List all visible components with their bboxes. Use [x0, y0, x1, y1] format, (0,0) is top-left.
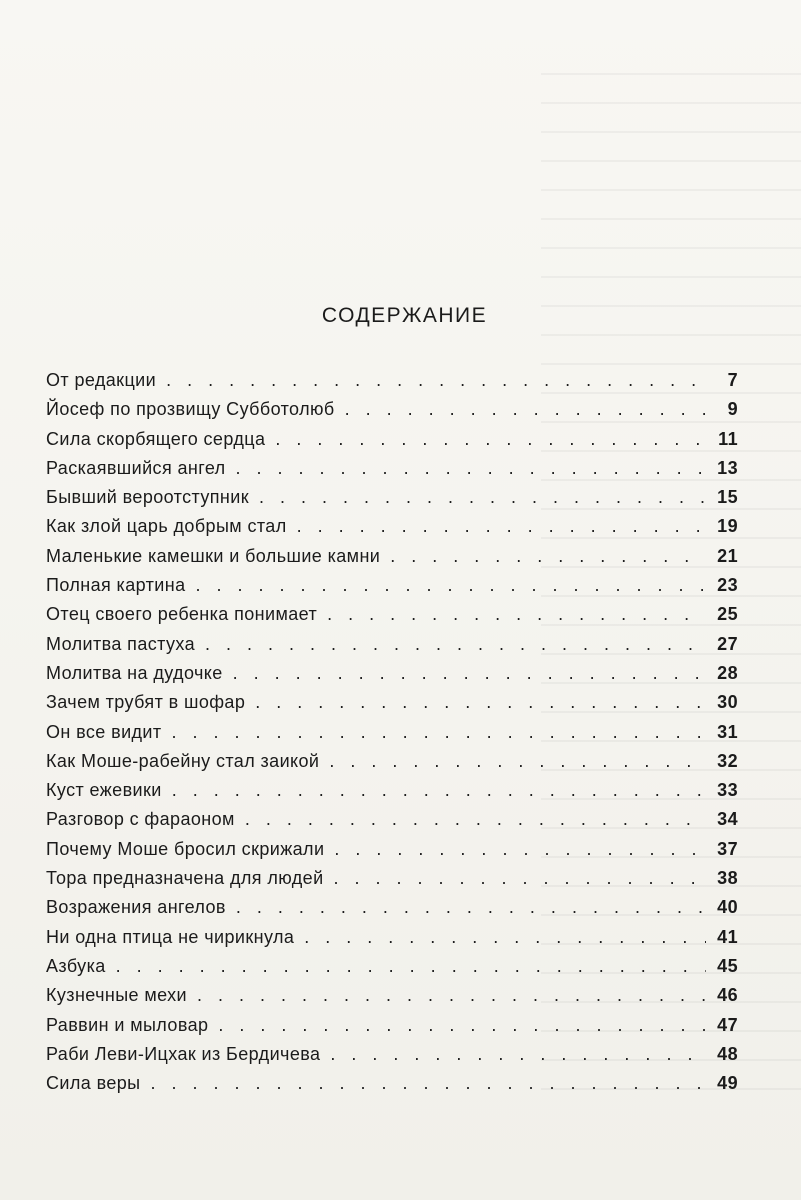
dot-leader — [172, 780, 706, 801]
toc-entry — [46, 897, 738, 926]
toc-entry-title: Бывший вероотступник — [46, 487, 249, 508]
toc-page-number: 32 — [717, 750, 738, 771]
dot-leader — [236, 897, 706, 918]
toc-entry-title: Отец своего ребенка понимает — [46, 604, 318, 625]
toc-page-number: 19 — [717, 516, 738, 537]
table-of-contents — [46, 370, 738, 1102]
dot-leader — [197, 985, 706, 1006]
dot-leader — [330, 1044, 706, 1065]
toc-entry — [46, 634, 738, 663]
toc-page-number: 31 — [717, 721, 738, 742]
toc-entry-title: Тора предназначена для людей — [46, 868, 324, 889]
page-title: СОДЕРЖАНИЕ — [321, 304, 488, 328]
toc-entry — [46, 546, 738, 575]
toc-page-number: 11 — [718, 428, 738, 449]
toc-entry-title: Полная картина — [46, 575, 186, 596]
toc-entry-title: Он все видит — [46, 721, 162, 742]
toc-entry — [46, 663, 738, 692]
toc-entry — [46, 370, 738, 399]
toc-entry-title: Возражения ангелов — [46, 897, 226, 918]
dot-leader — [205, 634, 706, 655]
dot-leader — [236, 458, 706, 479]
toc-entry-title: Йосеф по прозвищу Субботолюб — [46, 399, 335, 420]
toc-entry — [46, 1015, 738, 1044]
toc-page-number: 25 — [717, 604, 738, 625]
toc-page-number: 7 — [727, 370, 738, 390]
dot-leader — [329, 751, 706, 772]
toc-entry — [46, 429, 738, 458]
toc-page-number: 48 — [717, 1043, 738, 1064]
dot-leader — [345, 399, 706, 420]
toc-page-number: 38 — [717, 868, 738, 889]
toc-entry — [46, 399, 738, 428]
dot-leader — [390, 546, 706, 567]
toc-page-number: 30 — [717, 692, 738, 713]
dot-leader — [116, 956, 706, 977]
toc-page-number: 49 — [717, 1073, 738, 1094]
toc-entry — [46, 692, 738, 721]
toc-entry — [46, 751, 738, 780]
toc-page-number: 28 — [717, 662, 738, 683]
dot-leader — [196, 575, 706, 596]
toc-entry-title: Раввин и мыловар — [46, 1014, 209, 1035]
toc-page-number: 40 — [717, 897, 738, 918]
toc-entry — [46, 458, 738, 487]
toc-entry-title: Разговор с фараоном — [46, 809, 235, 830]
dot-leader — [166, 370, 706, 391]
dot-leader — [275, 429, 706, 450]
dot-leader — [172, 722, 706, 743]
toc-page-number: 41 — [717, 926, 738, 947]
toc-entry-title: Кузнечные мехи — [46, 985, 188, 1006]
dot-leader — [297, 516, 706, 537]
toc-entry-title: Сила скорбящего сердца — [46, 428, 266, 449]
toc-page-number: 13 — [717, 457, 738, 478]
toc-entry-title: От редакции — [46, 370, 157, 390]
toc-entry — [46, 1044, 738, 1073]
toc-page-number: 23 — [717, 575, 738, 596]
toc-entry — [46, 1073, 738, 1102]
toc-page-number: 9 — [727, 399, 738, 420]
dot-leader — [233, 663, 706, 684]
toc-page-number: 15 — [717, 487, 738, 508]
toc-entry — [46, 516, 738, 545]
toc-page-number: 34 — [717, 809, 738, 830]
dot-leader — [151, 1073, 707, 1094]
dot-leader — [245, 809, 706, 830]
toc-entry-title: Ни одна птица не чирикнула — [46, 926, 295, 947]
dot-leader — [255, 692, 706, 713]
toc-entry-title: Раби Леви-Ицхак из Бердичева — [46, 1043, 321, 1064]
toc-entry-title: Как злой царь добрым стал — [46, 516, 287, 537]
dot-leader — [327, 604, 706, 625]
toc-entry-title: Зачем трубят в шофар — [46, 692, 246, 713]
toc-entry — [46, 575, 738, 604]
toc-page-number: 46 — [717, 985, 738, 1006]
toc-page-number: 45 — [717, 955, 738, 976]
toc-page-number: 27 — [717, 633, 738, 654]
toc-entry-title: Сила веры — [46, 1073, 141, 1094]
toc-entry-title: Куст ежевики — [46, 780, 162, 801]
toc-entry — [46, 985, 738, 1014]
toc-entry — [46, 868, 738, 897]
toc-entry — [46, 839, 738, 868]
toc-entry-title: Молитва на дудочке — [46, 662, 223, 683]
toc-page-number: 47 — [717, 1014, 738, 1035]
dot-leader — [334, 868, 706, 889]
toc-entry-title: Маленькие камешки и большие камни — [46, 545, 381, 566]
toc-entry — [46, 809, 738, 838]
toc-entry-title: Азбука — [46, 955, 106, 976]
toc-entry — [46, 927, 738, 956]
toc-entry — [46, 780, 738, 809]
toc-entry-title: Как Моше-рабейну стал заикой — [46, 750, 320, 771]
toc-page-number: 21 — [717, 545, 738, 566]
dot-leader — [259, 487, 706, 508]
toc-entry — [46, 487, 738, 516]
dot-leader — [218, 1015, 706, 1036]
toc-page-number: 33 — [717, 780, 738, 801]
dot-leader — [334, 839, 706, 860]
toc-page-number: 37 — [717, 838, 738, 859]
dot-leader — [304, 927, 706, 948]
toc-entry — [46, 604, 738, 633]
toc-entry — [46, 722, 738, 751]
toc-entry-title: Почему Моше бросил скрижали — [46, 838, 325, 859]
toc-entry — [46, 956, 738, 985]
toc-entry-title: Молитва пастуха — [46, 633, 195, 654]
toc-entry-title: Раскаявшийся ангел — [46, 457, 226, 478]
